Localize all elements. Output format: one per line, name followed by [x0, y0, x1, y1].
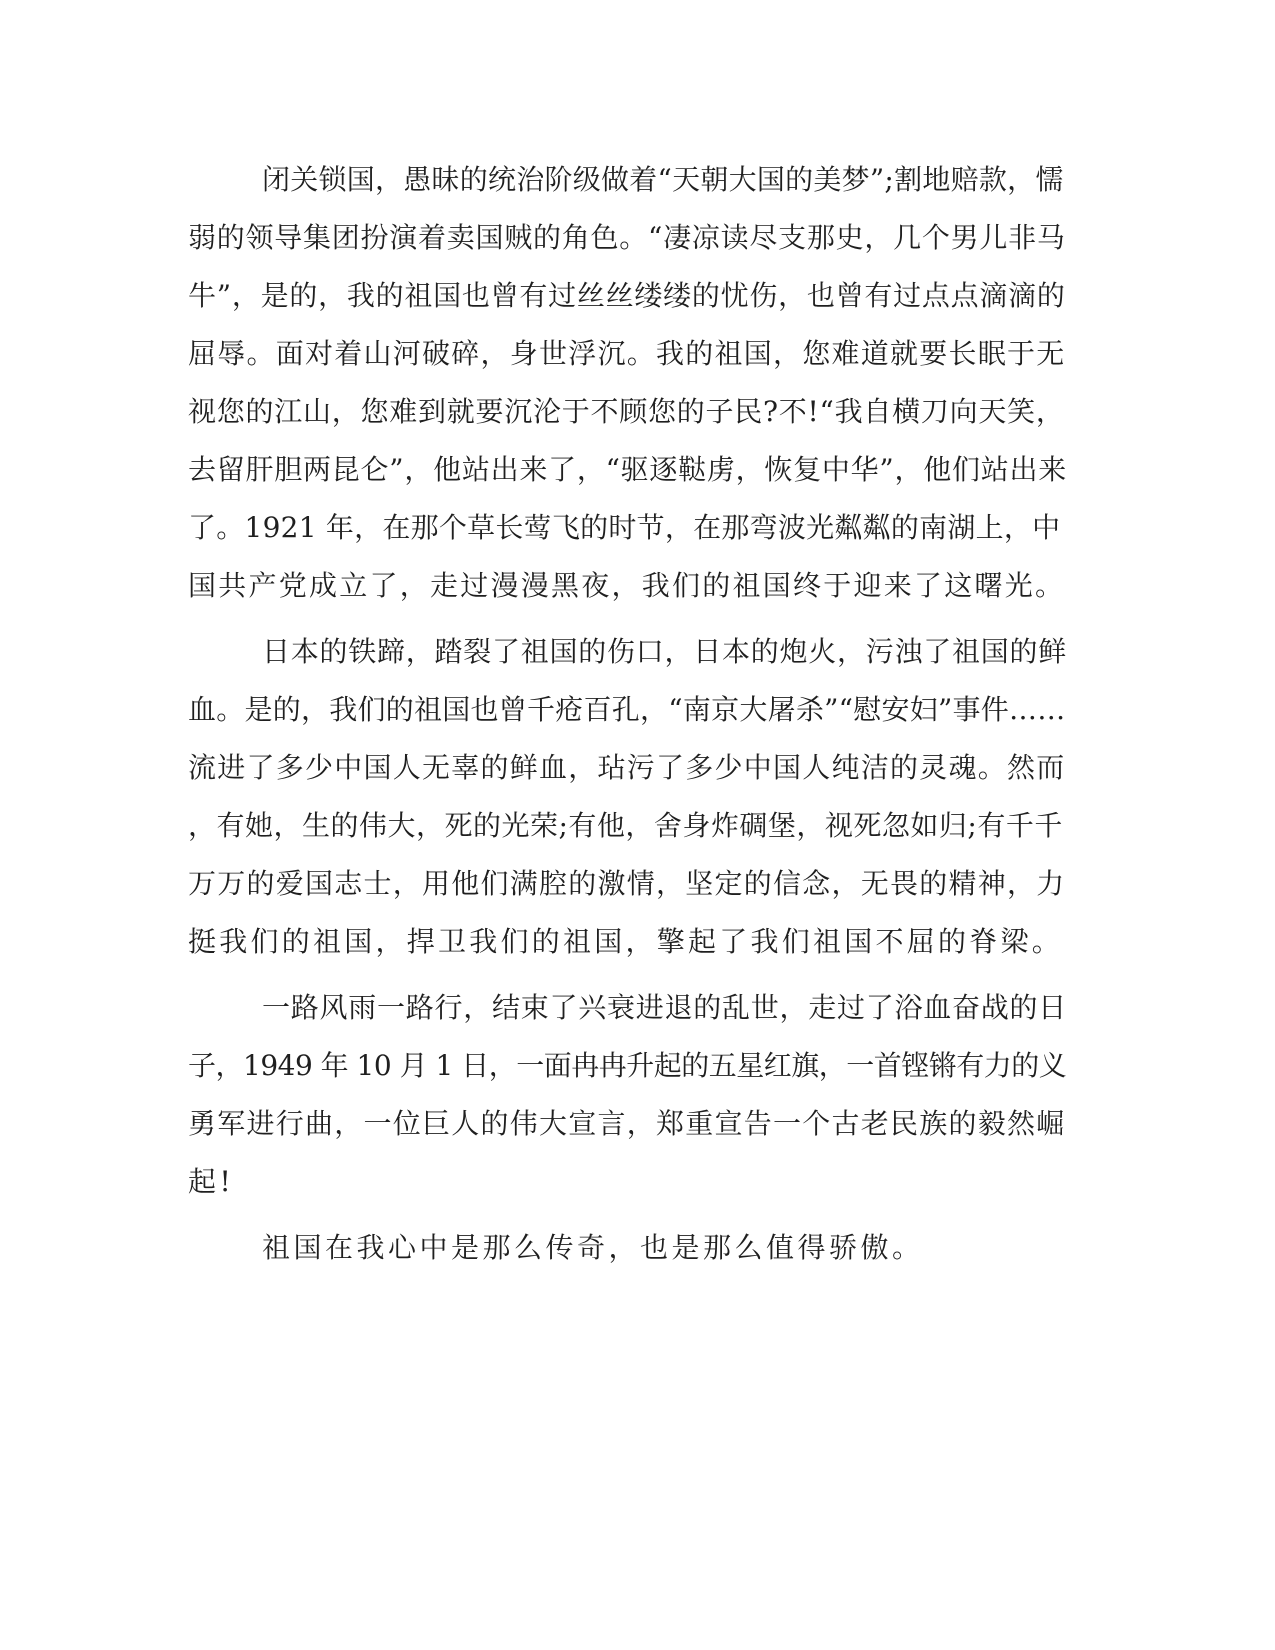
paragraph-2-line-3: 流进了多少中国人无辜的鲜血，玷污了多少中国人纯洁的灵魂。然而 — [188, 751, 1066, 784]
paragraph-1-line-4: 屈辱。面对着山河破碎，身世浮沉。我的祖国，您难道就要长眠于无 — [188, 337, 1066, 370]
paragraph-2-line-5: 万万的爱国志士，用他们满腔的激情，坚定的信念，无畏的精神，力 — [188, 867, 1066, 900]
paragraph-3-line-1: 一路风雨一路行，结束了兴衰进退的乱世，走过了浴血奋战的日 — [262, 991, 1068, 1024]
paragraph-3-line-2: 子，1949 年 10 月 1 日，一面冉冉升起的五星红旗，一首铿锵有力的义 — [188, 1049, 1067, 1082]
paragraph-1-line-3: 牛”，是的，我的祖国也曾有过丝丝缕缕的忧伤，也曾有过点点滴滴的 — [188, 279, 1066, 312]
paragraph-3-line-4: 起! — [188, 1165, 235, 1198]
paragraph-1-line-1: 闭关锁国，愚昧的统治阶级做着“天朝大国的美梦”;割地赔款，懦 — [262, 163, 1064, 196]
paragraph-1-line-6: 去留肝胆两昆仑”，他站出来了，“驱逐鞑虏，恢复中华”，他们站出来 — [188, 453, 1067, 486]
paragraph-2-line-2: 血。是的，我们的祖国也曾千疮百孔，“南京大屠杀”“慰安妇”事件…… — [188, 693, 1066, 726]
paragraph-1-line-2: 弱的领导集团扮演着卖国贼的角色。“凄凉读尽支那史，几个男儿非马 — [188, 221, 1066, 254]
paragraph-3-line-3: 勇军进行曲，一位巨人的伟大宣言，郑重宣告一个古老民族的毅然崛 — [188, 1107, 1066, 1140]
paragraph-2-line-4: ，有她，生的伟大，死的光荣;有他，舍身炸碉堡，视死忽如归;有千千 — [188, 809, 1063, 842]
paragraph-1-line-8: 国共产党成立了，走过漫漫黑夜，我们的祖国终于迎来了这曙光。 — [188, 569, 1066, 602]
paragraph-2-line-6: 挺我们的祖国，捍卫我们的祖国，擎起了我们祖国不屈的脊梁。 — [188, 925, 1064, 958]
paragraph-1-line-7: 了。1921 年，在那个草长莺飞的时节，在那弯波光粼粼的南湖上，中 — [188, 511, 1061, 544]
paragraph-2-line-1: 日本的铁蹄，踏裂了祖国的伤口，日本的炮火，污浊了祖国的鲜 — [262, 635, 1068, 668]
paragraph-1-line-5: 视您的江山，您难到就要沉沦于不顾您的子民?不!“我自横刀向天笑， — [188, 395, 1065, 428]
paragraph-4-line-1: 祖国在我心中是那么传奇，也是那么值得骄傲。 — [262, 1231, 924, 1264]
